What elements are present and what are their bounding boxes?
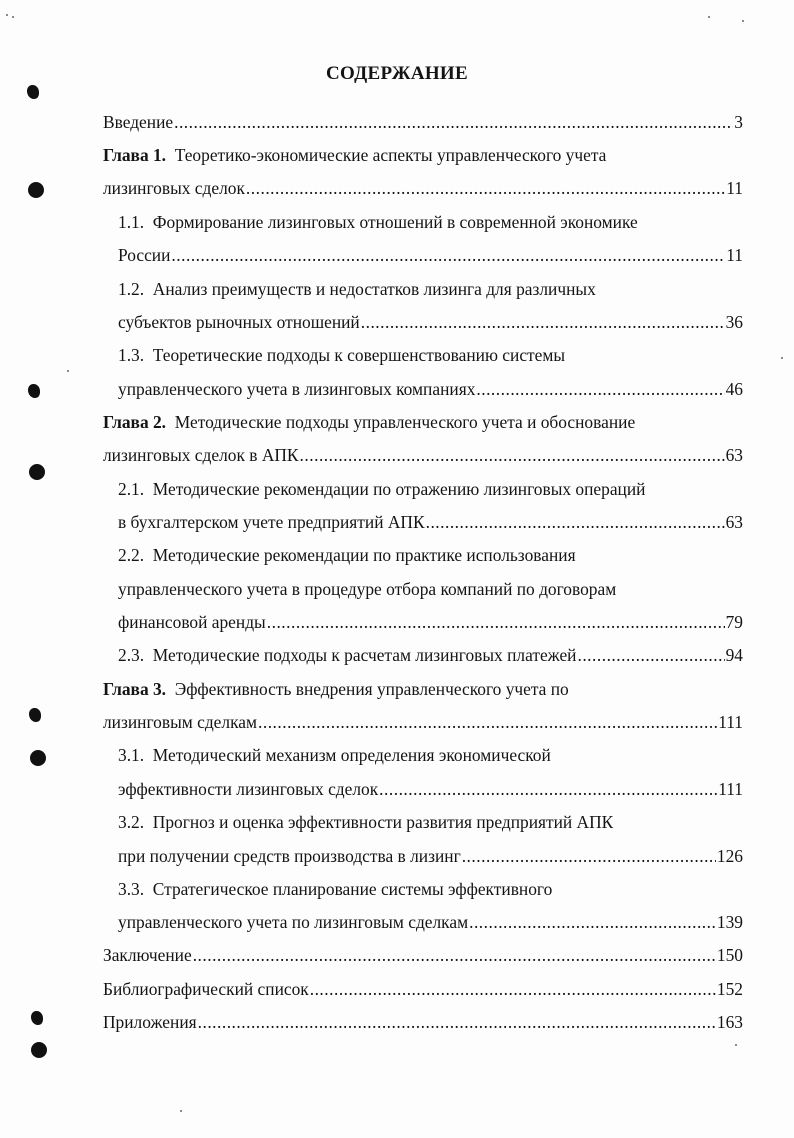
section-line (118, 277, 743, 301)
section-title-continued: управленческого учета в лизинговых компаниях (118, 379, 476, 399)
section-line (118, 777, 743, 801)
section-line (118, 310, 743, 334)
section-title-continued: управленческого учета в процедуре отбора компаний по договорам (118, 579, 617, 599)
section-number: 3.3. (118, 879, 145, 899)
section-line (118, 577, 743, 601)
dot-leader (171, 243, 725, 267)
page-number: 63 (725, 512, 743, 532)
dot-leader (462, 844, 716, 868)
chapter-title-continued: лизинговым сделкам (103, 712, 257, 732)
punch-hole (29, 464, 45, 480)
dot-leader (361, 310, 725, 334)
page-number: 163 (716, 1012, 743, 1032)
dot-leader (174, 110, 733, 134)
page-number: 46 (725, 379, 743, 399)
punch-hole-mark (28, 384, 40, 398)
toc-entry-text: Библиографический список (103, 979, 309, 999)
chapter-title: Теоретико-экономические аспекты управленческого учета (174, 145, 607, 165)
page-number: 11 (726, 245, 743, 265)
page-number: 152 (716, 979, 743, 999)
section-number: 3.2. (118, 812, 145, 832)
page-number: 150 (716, 945, 743, 965)
scan-speck (12, 16, 14, 18)
scan-speck (735, 1044, 737, 1046)
chapter-heading-line (103, 176, 743, 200)
section-title (144, 643, 576, 667)
section-title: Методический механизм определения экономической (152, 745, 551, 765)
dot-leader (379, 777, 717, 801)
page-number: 3 (734, 112, 743, 132)
dot-leader (469, 910, 716, 934)
punch-hole (28, 182, 44, 198)
dot-leader (198, 1010, 716, 1034)
section-number: 2.3. (118, 645, 145, 665)
section-title-continued: субъектов рыночных отношений (118, 312, 360, 332)
section-title: Методические рекомендации по практике использования (152, 545, 576, 565)
page-number: 63 (725, 445, 743, 465)
page-number: 139 (716, 912, 743, 932)
section-line (118, 543, 743, 567)
section-number: 1.3. (118, 345, 145, 365)
toc-entry-appendices (103, 1010, 743, 1034)
section-line (118, 844, 743, 868)
scan-speck (781, 357, 783, 359)
section-title-continued: в бухгалтерском учете предприятий АПК (118, 512, 425, 532)
page-number: 111 (718, 712, 743, 732)
page-number: 79 (725, 612, 743, 632)
chapter-label: Глава 1. (103, 145, 167, 165)
toc-entry-text: Заключение (103, 945, 192, 965)
section-title: Анализ преимуществ и недостатков лизинга для различных (152, 279, 596, 299)
section-title-continued: эффективности лизинговых сделок (118, 779, 379, 799)
chapter-title-continued: лизинговых сделок (103, 178, 245, 198)
section-title-continued: управленческого учета по лизинговым сделкам (118, 912, 469, 932)
dot-leader (426, 510, 725, 534)
page-number: 111 (718, 779, 743, 799)
section-line (118, 877, 743, 901)
toc-entry-bibliography (103, 977, 743, 1001)
section-title-continued: России (118, 245, 171, 265)
chapter-title: Эффективность внедрения управленческого учета по (174, 679, 569, 699)
chapter-heading-line (103, 143, 743, 167)
section-line (118, 243, 743, 267)
section-line (118, 643, 743, 667)
section-title-text: Методические подходы к расчетам лизинговых платежей (152, 645, 577, 665)
page-number: 36 (725, 312, 743, 332)
chapter-heading-line (103, 410, 743, 434)
section-title: Методические рекомендации по отражению лизинговых операций (152, 479, 646, 499)
section-title: Стратегическое планирование системы эффективного (152, 879, 553, 899)
punch-hole (30, 750, 46, 766)
section-line (118, 343, 743, 367)
dot-leader (577, 643, 724, 667)
section-title: Формирование лизинговых отношений в современной экономике (152, 212, 638, 232)
chapter-title: Методические подходы управленческого учета и обоснование (174, 412, 636, 432)
section-title: Прогноз и оценка эффективности развития предприятий АПК (152, 812, 614, 832)
toc-entry-text: Введение (103, 112, 174, 132)
scan-speck (6, 14, 8, 16)
section-line (118, 910, 743, 934)
punch-hole-mark (31, 1011, 43, 1025)
dot-leader (476, 377, 724, 401)
scan-speck (708, 16, 710, 18)
dot-leader (310, 977, 716, 1001)
dot-leader (193, 943, 716, 967)
dot-leader (258, 710, 717, 734)
dot-leader (300, 443, 725, 467)
punch-hole (31, 1042, 47, 1058)
document-title: СОДЕРЖАНИЕ (326, 63, 468, 84)
section-line (118, 810, 743, 834)
section-line (118, 210, 743, 234)
section-number: 2.2. (118, 545, 145, 565)
page-number: 11 (726, 178, 743, 198)
section-line (118, 477, 743, 501)
chapter-label: Глава 2. (103, 412, 167, 432)
chapter-label: Глава 3. (103, 679, 167, 699)
section-number: 1.1. (118, 212, 145, 232)
section-line (118, 743, 743, 767)
scan-speck (180, 1110, 182, 1112)
toc-entry-intro (103, 110, 743, 134)
section-number: 3.1. (118, 745, 145, 765)
scan-speck (67, 370, 69, 372)
scan-speck (742, 20, 744, 22)
section-title: Теоретические подходы к совершенствованию системы (152, 345, 566, 365)
punch-hole-mark (29, 708, 41, 722)
toc-entry-text: Приложения (103, 1012, 197, 1032)
page-number: 126 (716, 846, 743, 866)
section-line (118, 610, 743, 634)
chapter-title-continued: лизинговых сделок в АПК (103, 445, 299, 465)
section-number: 1.2. (118, 279, 145, 299)
page-number: 94 (725, 645, 743, 665)
section-line (118, 510, 743, 534)
toc-entry-conclusion (103, 943, 743, 967)
dot-leader (246, 176, 725, 200)
section-line (118, 377, 743, 401)
chapter-heading-line (103, 677, 743, 701)
chapter-heading-line (103, 710, 743, 734)
section-title-continued: при получении средств производства в лизинг (118, 846, 461, 866)
section-title-continued: финансовой аренды (118, 612, 266, 632)
chapter-heading-line (103, 443, 743, 467)
section-number: 2.1. (118, 479, 145, 499)
punch-hole-mark (27, 85, 39, 99)
dot-leader (267, 610, 725, 634)
